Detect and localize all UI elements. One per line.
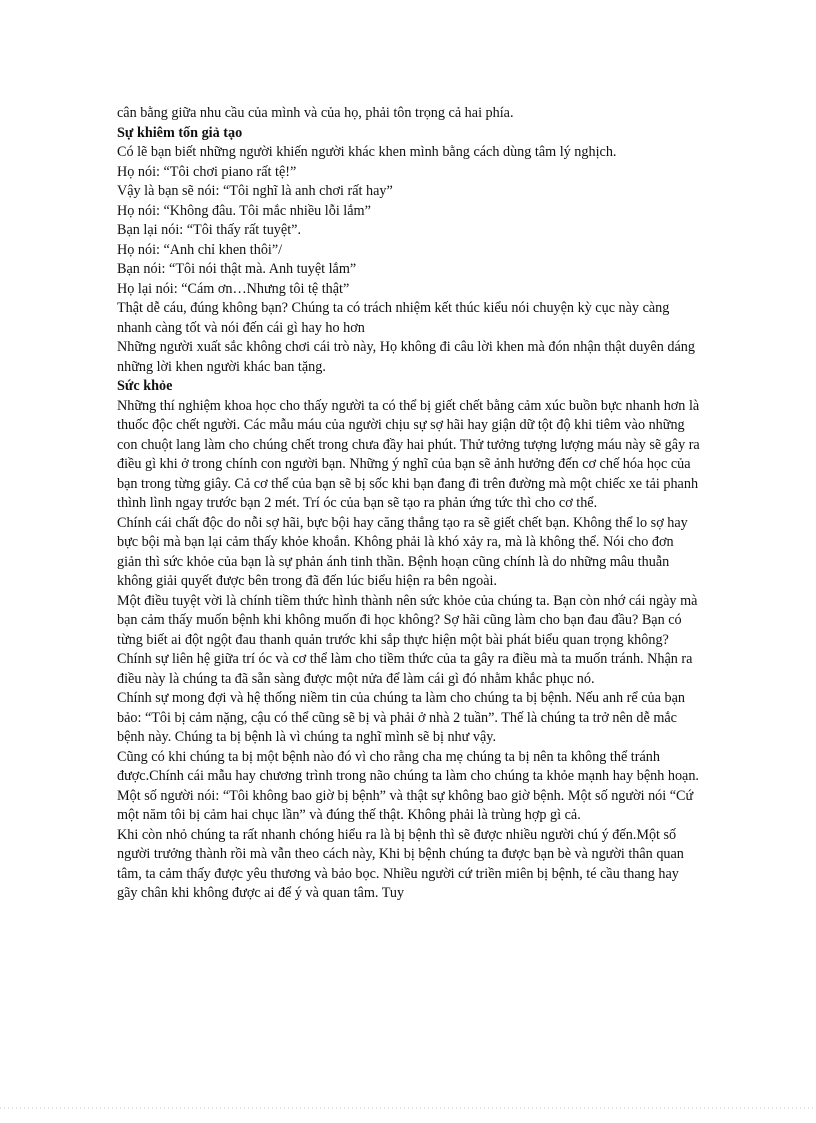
paragraph: Cũng có khi chúng ta bị một bệnh nào đó vì cho rằng cha mẹ chúng ta bị nên ta không thể tránh được.Chính cái mẫu hay chương trình trong não chúng ta làm cho chúng ta khỏe mạnh hay bệnh hoạn. Một số người nói: “Tôi không bao giờ bị bệnh” và thật sự không bao giờ bệnh. Một số người nói “Cứ một năm tôi bị cảm hai chục lần” và đúng thế thật. Không phải là trùng hợp gì cả. [117, 748, 699, 823]
dialogue-line: Bạn nói: “Tôi nói thật mà. Anh tuyệt lắm” [117, 261, 357, 277]
dialogue-line: Vậy là bạn sẽ nói: “Tôi nghĩ là anh chơi rất hay” [117, 183, 393, 199]
paragraph: cân bằng giữa nhu cầu của mình và của họ, phải tôn trọng cả hai phía. [117, 105, 514, 121]
paragraph: Chính sự mong đợi và hệ thống niềm tin của chúng ta làm cho chúng ta bị bệnh. Nếu anh rể của bạn bảo: “Tôi bị cảm nặng, cậu có thể cũng sẽ bị và phải ở nhà 2 tuần”. Thế là chúng ta trở nên dễ mắc bệnh này. Chúng ta bị bệnh là vì chúng ta nghĩ mình sẽ bị như vậy. [117, 690, 685, 745]
paragraph: Những thí nghiệm khoa học cho thấy người ta có thể bị giết chết bằng cảm xúc buồn bực nhanh hơn là thuốc độc chết người. Các mẫu máu của người chịu sự sợ hãi hay giận dữ tột độ khi tiêm vào những con chuột lang làm cho chúng chết trong chưa đầy hai phút. Thử tưởng tượng lượng máu này sẽ gây ra điều gì khi ở trong chính con người bạn. Những ý nghĩ của bạn sẽ ảnh hưởng đến cơ chế hóa học của bạn trong từng giây. Cả cơ thể của bạn sẽ bị sốc khi bạn đang đi trên đường mà một chiếc xe tải phanh thình lình ngay trước bạn 2 mét. Trí óc của bạn sẽ tạo ra phản ứng tức thì cho cơ thể. [117, 397, 700, 511]
dialogue-line: Họ nói: “Anh chỉ khen thôi”/ [117, 241, 283, 258]
dialogue-line: Họ lại nói: “Cám ơn…Nhưng tôi tệ thật” [117, 280, 350, 297]
dialogue-line: Họ nói: “Không đâu. Tôi mắc nhiều lỗi lắm” [117, 202, 371, 219]
paragraph: Chính cái chất độc do nỗi sợ hãi, bực bội hay căng thẳng tạo ra sẽ giết chết bạn. Không thể lo sợ hay bực bội mà bạn lại cảm thấy khỏe khoắn. Không phải là khó xảy ra, mà là không thể. Nói cho đơn giản thì sức khỏe của bạn là sự phản ánh tinh thần. Bệnh hoạn cũng chính là do những mâu thuẫn không giải quyết được bên trong đã đến lúc biểu hiện ra bên ngoài. [117, 514, 688, 589]
dialogue-line: Họ nói: “Tôi chơi piano rất tệ!” [117, 163, 297, 180]
paragraph: Khi còn nhỏ chúng ta rất nhanh chóng hiểu ra là bị bệnh thì sẽ được nhiều người chú ý đến.Một số người trưởng thành rồi mà vẫn theo cách này, Khi bị bệnh chúng ta được bạn bè và người thân quan tâm, ta cảm thấy được yêu thương và bảo bọc. Nhiều người cứ triền miên bị bệnh, té cầu thang hay gãy chân khi không được ai để ý và quan tâm. Tuy [117, 826, 684, 901]
document-page [117, 104, 701, 904]
paragraph: Những người xuất sắc không chơi cái trò này, Họ không đi câu lời khen mà đón nhận thật duyên dáng những lời khen người khác ban tặng. [117, 339, 695, 375]
section-heading: Sức khỏe [117, 378, 173, 394]
page-edge-border [0, 1107, 816, 1109]
paragraph: Một điều tuyệt vời là chính tiềm thức hình thành nên sức khỏe của chúng ta. Bạn còn nhớ cái ngày mà bạn cảm thấy muốn bệnh khi không muốn đi học không? Sợ hãi cũng làm cho bạn đau đầu? Bạn có từng biết ai đột ngột đau thanh quản trước khi sắp thực hiện một bài phát biểu quan trọng không? Chính sự liên hệ giữa trí óc và cơ thể làm cho tiềm thức của ta gây ra điều mà ta muốn tránh. Nhận ra điều này là chúng ta đã sẵn sàng được một nửa để làm cái gì đó nhằm khắc phục nó. [117, 592, 698, 687]
section-heading: Sự khiêm tốn giả tạo [117, 124, 243, 141]
paragraph: Có lẽ bạn biết những người khiến người khác khen mình bằng cách dùng tâm lý nghịch. [117, 144, 617, 160]
dialogue-line: Bạn lại nói: “Tôi thấy rất tuyệt”. [117, 222, 301, 238]
paragraph: Thật dễ cáu, đúng không bạn? Chúng ta có trách nhiệm kết thúc kiểu nói chuyện kỳ cục này càng nhanh càng tốt và nói đến cái gì hay ho hơn [117, 300, 670, 336]
